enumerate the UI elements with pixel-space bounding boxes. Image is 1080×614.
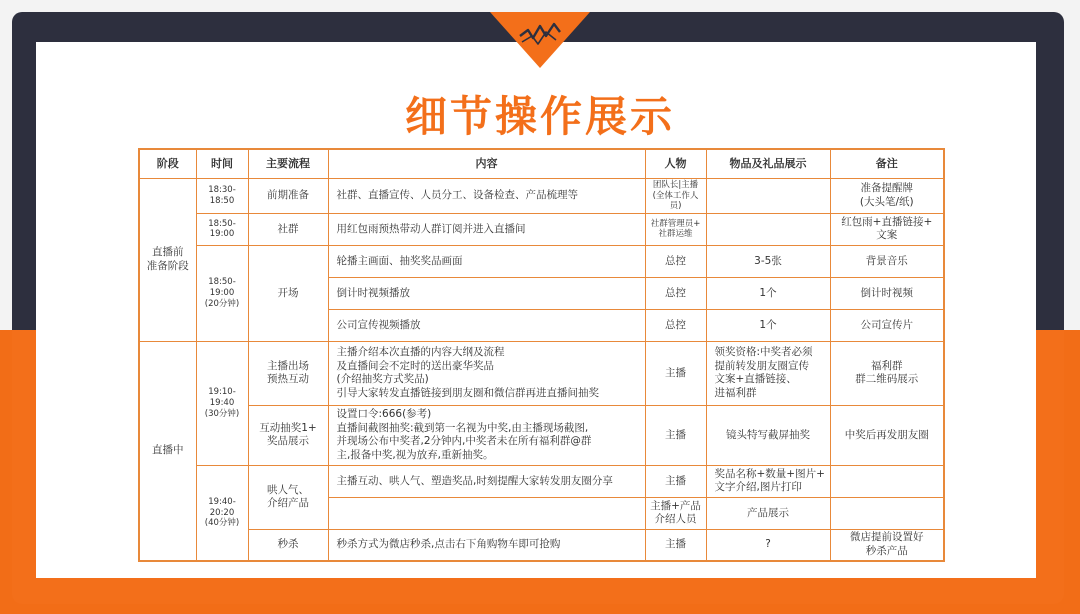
person-cell: 总控 <box>645 245 706 277</box>
items-cell: 3-5张 <box>706 245 830 277</box>
header-stage: 阶段 <box>139 149 196 179</box>
process-cell: 主播出场 预热互动 <box>248 341 328 405</box>
items-cell <box>706 179 830 214</box>
items-cell: 产品展示 <box>706 497 830 529</box>
items-cell: ? <box>706 529 830 561</box>
note-cell: 福利群 群二维码展示 <box>830 341 944 405</box>
note-cell <box>830 497 944 529</box>
process-cell: 开场 <box>248 245 328 341</box>
crown-logo-icon <box>516 16 564 50</box>
table-row <box>139 245 944 277</box>
person-cell: 社群管理员+ 社群运维 <box>645 213 706 245</box>
content-cell: 社群、直播宣传、人员分工、设备检查、产品梳理等 <box>328 179 645 214</box>
note-cell: 公司宣传片 <box>830 309 944 341</box>
table-row <box>139 213 944 245</box>
header-process: 主要流程 <box>248 149 328 179</box>
time-cell: 19:40-20:20 (40分钟) <box>196 465 248 561</box>
items-cell: 奖品名称+数量+图片+ 文字介绍,图片打印 <box>706 465 830 497</box>
person-cell: 主播 <box>645 341 706 405</box>
note-cell: 背景音乐 <box>830 245 944 277</box>
items-cell: 领奖资格:中奖者必须 提前转发朋友圈宣传 文案+直播链接、 进福利群 <box>706 341 830 405</box>
content-cell: 轮播主画面、抽奖奖品画面 <box>328 245 645 277</box>
content-cell: 公司宣传视频播放 <box>328 309 645 341</box>
time-cell: 18:30-18:50 <box>196 179 248 214</box>
time-cell: 18:50-19:00 (20分钟) <box>196 245 248 341</box>
items-cell <box>706 213 830 245</box>
note-cell <box>830 465 944 497</box>
items-cell: 镜头特写截屏抽奖 <box>706 405 830 465</box>
person-cell: 总控 <box>645 277 706 309</box>
header-items: 物品及礼品展示 <box>706 149 830 179</box>
process-cell: 社群 <box>248 213 328 245</box>
stage-cell: 直播中 <box>139 341 196 561</box>
page-title: 细节操作展示 <box>404 92 675 141</box>
note-cell: 红包雨+直播链接+ 文案 <box>830 213 944 245</box>
header-person: 人物 <box>645 149 706 179</box>
content-cell: 主播互动、哄人气、塑造奖品,时刻提醒大家转发朋友圈分享 <box>328 465 645 497</box>
table-row <box>139 405 944 465</box>
table-row <box>139 179 944 214</box>
time-cell: 18:50-19:00 <box>196 213 248 245</box>
header-note: 备注 <box>830 149 944 179</box>
stage-cell: 直播前 准备阶段 <box>139 179 196 342</box>
person-cell: 主播 <box>645 465 706 497</box>
table-row <box>139 465 944 497</box>
note-cell: 中奖后再发朋友圈 <box>830 405 944 465</box>
header-row <box>139 149 944 179</box>
process-cell: 秒杀 <box>248 529 328 561</box>
content-cell: 设置口令:666(参考) 直播间截图抽奖:截到第一名视为中奖,由主播现场截图, 并现场公布中奖者,2分钟内,中奖者未在所有福利群@群 主,报备中奖,视为放弃,重新抽奖。 <box>328 405 645 465</box>
process-cell: 哄人气、 介绍产品 <box>248 465 328 529</box>
person-cell: 主播+产品 介绍人员 <box>645 497 706 529</box>
content-cell: 秒杀方式为微店秒杀,点击右下角购物车即可抢购 <box>328 529 645 561</box>
header-time: 时间 <box>196 149 248 179</box>
content-cell <box>328 497 645 529</box>
note-cell: 倒计时视频 <box>830 277 944 309</box>
note-cell: 准备提醒牌 (大头笔/纸) <box>830 179 944 214</box>
items-cell: 1个 <box>706 277 830 309</box>
person-cell: 团队长|主播 (全体工作人员) <box>645 179 706 214</box>
items-cell: 1个 <box>706 309 830 341</box>
process-cell: 互动抽奖1+ 奖品展示 <box>248 405 328 465</box>
person-cell: 总控 <box>645 309 706 341</box>
table-row <box>139 529 944 561</box>
header-content: 内容 <box>328 149 645 179</box>
content-cell: 主播介绍本次直播的内容大纲及流程 及直播间会不定时的送出豪华奖品 (介绍抽奖方式奖品) 引导大家转发直播链接到朋友圈和微信群再进直播间抽奖 <box>328 341 645 405</box>
table-row <box>139 341 944 405</box>
schedule-table <box>138 148 945 562</box>
note-cell: 微店提前设置好 秒杀产品 <box>830 529 944 561</box>
person-cell: 主播 <box>645 405 706 465</box>
content-cell: 倒计时视频播放 <box>328 277 645 309</box>
process-cell: 前期准备 <box>248 179 328 214</box>
time-cell: 19:10-19:40 (30分钟) <box>196 341 248 465</box>
person-cell: 主播 <box>645 529 706 561</box>
content-cell: 用红包雨预热带动人群订阅并进入直播间 <box>328 213 645 245</box>
